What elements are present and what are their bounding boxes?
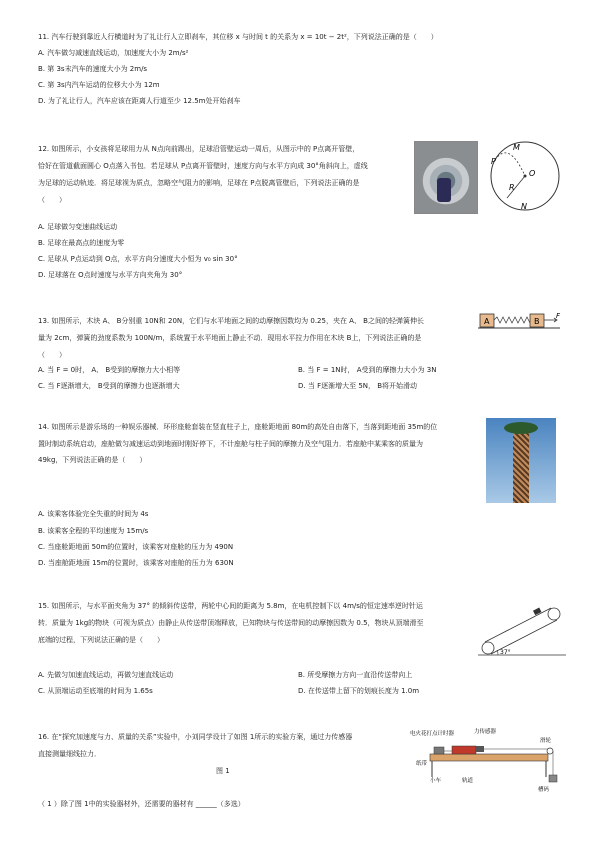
q12-stem-line-3: 为足球的运动轨迹．将足球视为质点，忽略空气阻力的影响，足球在 P点脱离管壁后，下列说法正确的是 <box>38 179 360 187</box>
q11-option-d: D. 为了礼让行人，汽车应该在距离人行道至少 12.5m处开始刹车 <box>38 97 241 105</box>
q12-stem-line-4: （ ） <box>38 196 66 204</box>
label-p: P <box>491 157 496 166</box>
q13-option-c: C. 当 F逐渐增大， B受到的摩擦力也逐渐增大 <box>38 382 180 390</box>
hook-weight-label: 槽码 <box>538 787 550 793</box>
q13-option-d: D. 当 F逐渐增大至 5N， B将开始滑动 <box>298 382 418 390</box>
q16-stem-line-2: 直接测量细线拉力． <box>38 750 101 758</box>
block-a-label: A <box>484 317 490 326</box>
q13-option-a: A. 当 F = 0时， A、 B受到的摩擦力大小相等 <box>38 366 181 374</box>
q15-stem-line-1: 15. 如图所示，与水平面夹角为 37° 的倾斜传送带，两轮中心间的距离为 5.8m，在电机控制下以 4m/s的恒定速率逆时针运 <box>38 602 423 610</box>
q11-option-a: A. 汽车做匀减速直线运动，加速度大小为 2m/s² <box>38 49 189 57</box>
tape-label: 纸带 <box>416 761 428 767</box>
q15-option-c: C. 从顶端运动至底端的时间为 1.65s <box>38 687 153 695</box>
track-board <box>430 754 548 761</box>
sensor-label: 力传感器 <box>474 729 497 735</box>
timer-label: 电火花打点计时器 <box>410 731 455 737</box>
q12-option-b: B. 足球在最高点的速度为零 <box>38 239 125 247</box>
hook-weights <box>549 775 557 782</box>
track-label: 轨道 <box>462 778 474 784</box>
tower-column <box>513 426 529 503</box>
q16-figure-caption: 图 1 <box>216 767 230 775</box>
q15-option-d: D. 在传送带上留下的划痕长度为 1.0m <box>298 687 420 695</box>
q14-stem-line-3: 49kg，下列说法正确的是（ ） <box>38 456 147 464</box>
q16-apparatus-diagram <box>408 727 564 793</box>
q11-option-c: C. 第 3s内汽车运动的位移大小为 12m <box>38 81 160 89</box>
force-sensor <box>476 746 484 752</box>
cart <box>452 746 476 754</box>
q12-option-a: A. 足球做匀变速曲线运动 <box>38 223 118 231</box>
label-r: R <box>509 183 515 192</box>
q13-spring-diagram <box>476 306 562 332</box>
block-b-label: B <box>534 317 540 326</box>
q14-option-c: C. 当座舱距地面 50m的位置时，该乘客对座舱的压力为 490N <box>38 543 234 551</box>
pulley-label: 滑轮 <box>540 738 552 744</box>
q14-stem-line-1: 14. 如图所示是游乐场的一种娱乐器械．环形座舱套装在竖直柱子上，座舱距地面 80m的高处自由落下，当落到距地面 35m的位 <box>38 423 438 431</box>
q12-stem-line-1: 12. 如图所示，小女孩将足球用力从 N点向前踢出，足球沿管壁运动一周后，从图示中的 P点离开管壁， <box>38 145 360 153</box>
girl-figure <box>437 178 451 202</box>
q15-conveyor-diagram <box>470 600 570 660</box>
q13-stem-line-1: 13. 如图所示，木块 A、 B分别重 10N和 20N，它们与水平地面之间的动摩擦因数均为 0.25，夹在 A、 B之间的轻弹簧伸长 <box>38 317 424 325</box>
belt-top <box>485 608 551 642</box>
q13-option-b: B. 当 F = 1N时， A受到的摩擦力大小为 3N <box>298 366 437 374</box>
q14-photo-tower <box>486 418 556 503</box>
q14-option-b: B. 该乘客全程的平均速度为 15m/s <box>38 527 149 535</box>
angle-label: 37° <box>500 649 511 656</box>
trajectory-curve <box>495 153 525 176</box>
q11-stem: 11. 汽车行驶到靠近人行横道时为了礼让行人立即刹车，其位移 x 与时间 t 的关系为 x = 10t − 2t²，下列说法正确的是（ ） <box>38 33 438 41</box>
q12-photo-tube <box>414 141 478 214</box>
center-point <box>524 175 527 178</box>
q15-stem-line-2: 转．质量为 1kg的物块（可视为质点）由静止从传送带顶端释放，已知物块与传送带间的动摩擦因数为 0.5，物块从顶端滑至 <box>38 619 424 627</box>
q13-stem-line-3: （ ） <box>38 351 66 359</box>
q12-option-c: C. 足球从 P点运动到 O点，水平方向分速度大小恒为 v₀ sin 30° <box>38 255 238 263</box>
q15-option-a: A. 先做匀加速直线运动，再做匀速直线运动 <box>38 671 174 679</box>
label-n: N <box>521 202 527 211</box>
label-o: O <box>529 169 536 178</box>
q16-stem-line-1: 16. 在“探究加速度与力、质量的关系”实验中，小刘同学设计了如图 1所示的实验方案，通过力传感器 <box>38 733 353 741</box>
spark-timer <box>434 747 444 754</box>
q12-circle-diagram <box>483 138 568 214</box>
q12-option-d: D. 足球落在 O点时速度与水平方向夹角为 30° <box>38 271 183 279</box>
label-m: M <box>513 143 520 152</box>
q14-stem-line-2: 置时制动系统启动，座舱做匀减速运动到地面时刚好停下，不计座舱与柱子间的摩擦力及空气阻力．若座舱中某乘客的质量为 <box>38 440 423 448</box>
top-wheel <box>548 608 560 620</box>
tower-top <box>504 422 538 434</box>
q16-sub-question-1: （ 1 ）除了图 1中的实验器材外，还需要的器材有 ______（多选） <box>38 800 245 808</box>
q15-stem-line-3: 底端的过程，下列说法正确的是（ ） <box>38 636 164 644</box>
pulley-wheel <box>547 748 553 754</box>
q14-option-a: A. 该乘客体验完全失重的时间为 4s <box>38 510 149 518</box>
force-label: F <box>556 312 561 320</box>
bottom-wheel <box>482 642 494 654</box>
spring <box>494 317 533 323</box>
q15-option-b: B. 所受摩擦力方向一直沿传送带向上 <box>298 671 413 679</box>
q13-stem-line-2: 量为 2cm，弹簧的劲度系数为 100N/m，系统置于水平地面上静止不动．现用水平拉力作用在木块 B上，下列说法正确的是 <box>38 334 422 342</box>
q11-option-b: B. 第 3s末汽车的速度大小为 2m/s <box>38 65 148 73</box>
cart-label: 小车 <box>430 778 442 784</box>
q12-stem-line-2: 恰好在管道截面圆心 O点落入书包．若足球从 P点离开管壁时，速度方向与水平方向成 30°角斜向上，虚线 <box>38 162 368 170</box>
q14-option-d: D. 当座舱距地面 15m的位置时，该乘客对座舱的压力为 630N <box>38 559 234 567</box>
